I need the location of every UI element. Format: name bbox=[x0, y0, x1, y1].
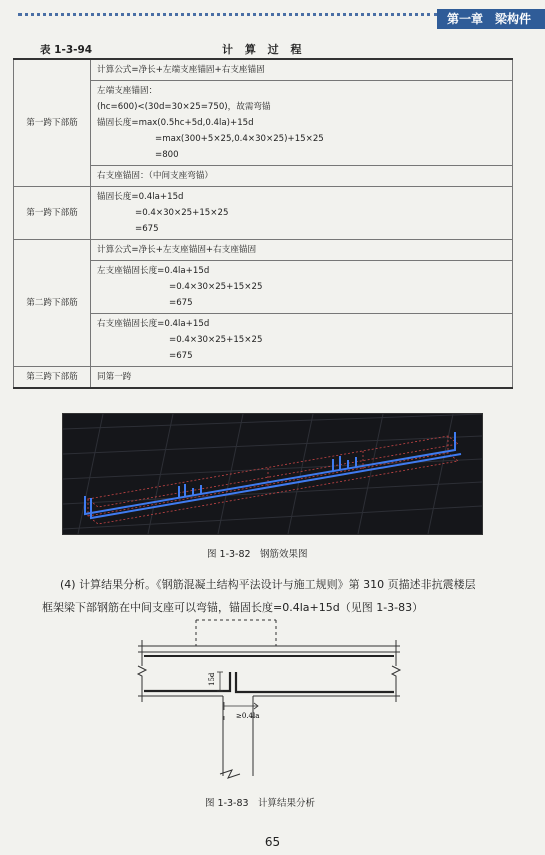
table-cell bbox=[91, 81, 513, 166]
table-number: 表 1-3-94 bbox=[40, 44, 93, 56]
row-label: 第一跨下部筋 bbox=[14, 59, 91, 187]
rebar-3d-render bbox=[62, 413, 483, 535]
formula-line: 计算公式=净长+左端支座锚固+右支座锚固 bbox=[97, 65, 265, 75]
formula-line: =max(300+5×25,0.4×30×25)+15×25 bbox=[155, 134, 324, 144]
formula-line: 右支座锚固长度=0.4la+15d bbox=[97, 319, 210, 329]
chapter-tag: 第一章 梁构件 bbox=[437, 9, 545, 29]
paragraph-line: 框架梁下部钢筋在中间支座可以弯锚，锚固长度=0.4la+15d（见图 1-3-83） bbox=[42, 601, 424, 614]
table-row bbox=[14, 187, 513, 240]
formula-line: =0.4×30×25+15×25 bbox=[169, 282, 263, 292]
formula-line: 计算公式=净长+左支座锚固+右支座锚固 bbox=[97, 245, 257, 255]
table-cell bbox=[91, 166, 513, 187]
table-row bbox=[14, 240, 513, 261]
table-cell bbox=[91, 59, 513, 81]
table-title: 计 算 过 程 bbox=[222, 43, 306, 56]
formula-line: 锚固长度=0.4la+15d bbox=[97, 192, 184, 202]
table-cell bbox=[91, 240, 513, 261]
calculation-table bbox=[13, 58, 513, 389]
formula-line: =675 bbox=[169, 351, 193, 361]
formula-line: 左支座锚固长度=0.4la+15d bbox=[97, 266, 210, 276]
page-number: 65 bbox=[264, 835, 281, 849]
table-cell bbox=[91, 367, 513, 389]
table-row bbox=[14, 367, 513, 389]
row-label: 第二跨下部筋 bbox=[14, 240, 91, 367]
anchorage-detail-diagram bbox=[128, 614, 418, 786]
formula-line: =0.4×30×25+15×25 bbox=[135, 208, 229, 218]
table-row bbox=[14, 59, 513, 81]
header-dotted-rule bbox=[18, 13, 438, 16]
formula-line: (hc=600)<(30d=30×25=750)，故需弯锚 bbox=[97, 102, 271, 112]
table-cell bbox=[91, 187, 513, 240]
row-label: 第三跨下部筋 bbox=[14, 367, 91, 389]
formula-line: 同第一跨 bbox=[97, 372, 132, 382]
formula-line: =800 bbox=[155, 150, 179, 160]
analysis-paragraph bbox=[42, 573, 512, 619]
formula-line: 左端支座锚固： bbox=[97, 86, 158, 96]
formula-line: 右支座锚固：（中间支座弯锚） bbox=[97, 171, 214, 181]
formula-line: =675 bbox=[135, 224, 159, 234]
formula-line: 锚固长度=max(0.5hc+5d,0.4la)+15d bbox=[97, 118, 254, 128]
dim-15d-label: 15d bbox=[208, 672, 216, 686]
figure-caption: 图 1-3-83 计算结果分析 bbox=[205, 798, 316, 809]
dim-04la-label: ≥0.4la bbox=[236, 712, 260, 720]
figure-caption: 图 1-3-82 钢筋效果图 bbox=[207, 549, 308, 560]
formula-line: =675 bbox=[169, 298, 193, 308]
paragraph-line: (4) 计算结果分析。《钢筋混凝土结构平法设计与施工规则》第 310 页描述非抗震楼层 bbox=[60, 578, 476, 591]
formula-line: =0.4×30×25+15×25 bbox=[169, 335, 263, 345]
row-label: 第一跨下部筋 bbox=[14, 187, 91, 240]
rebar-3d-illustration bbox=[63, 414, 482, 534]
table-cell bbox=[91, 314, 513, 367]
table-cell bbox=[91, 261, 513, 314]
